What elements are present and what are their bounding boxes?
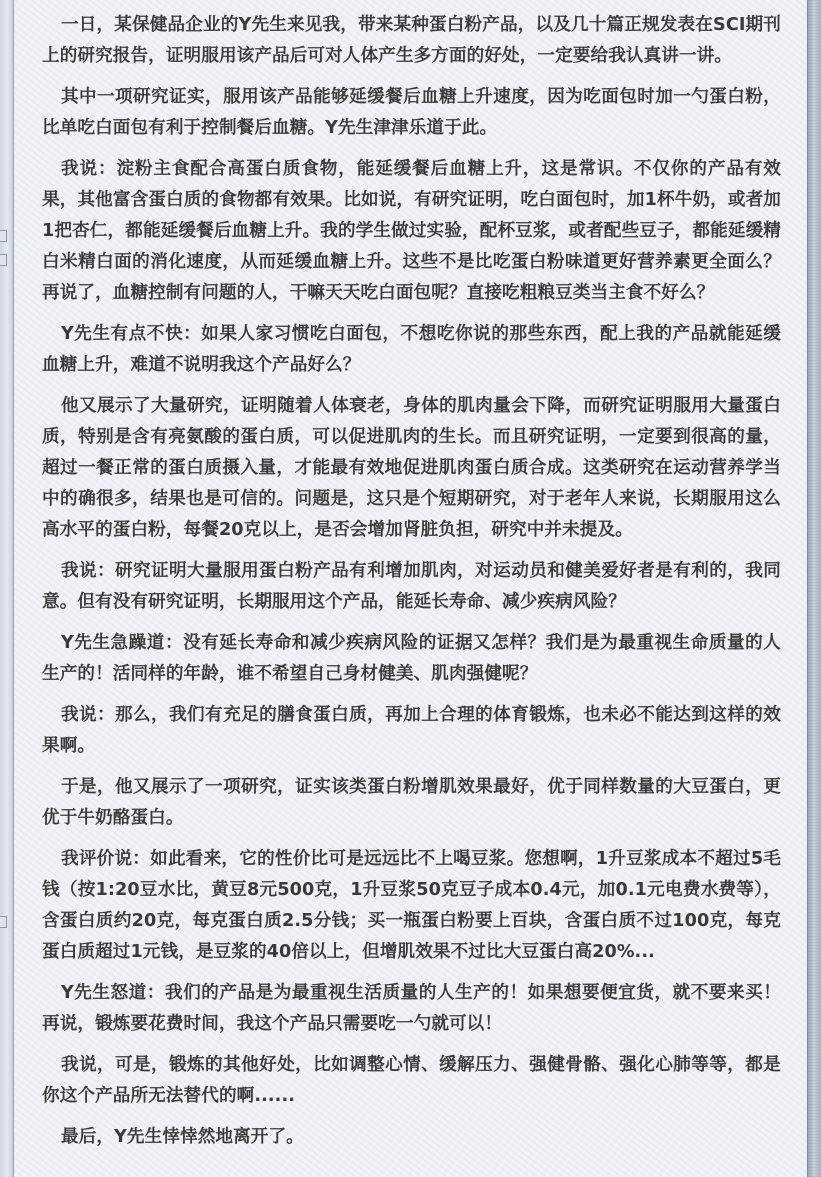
scrollbar-track[interactable] bbox=[807, 0, 821, 1177]
article-content bbox=[14, 0, 807, 1177]
left-edge-notch bbox=[0, 254, 7, 266]
paragraph: 我说，可是，锻炼的其他好处，比如调整心情、缓解压力、强健骨骼、强化心肺等等，都是你这个产品所无法替代的啊...... bbox=[42, 1055, 781, 1106]
left-window-edge bbox=[0, 0, 14, 1177]
paragraph: 我说：淀粉主食配合高蛋白质食物，能延缓餐后血糖上升，这是常识。不仅你的产品有效果，其他富含蛋白质的食物都有效果。比如说，有研究证明，吃白面包时，加1杯牛奶，或者加1把杏仁，都能延缓餐后血糖上升。我的学生做过实验，配杯豆浆，或者配些豆子，都能延缓精白米精白面的消化速度，从而延缓血糖上升。这些不是比吃蛋白粉味道更好营养素更全面么？再说了，血糖控制有问题的人，干嘛天天吃白面包呢？直接吃粗粮豆类当主食不好么？ bbox=[42, 159, 781, 303]
paragraph: Y先生怒道：我们的产品是为最重视生活质量的人生产的！如果想要便宜货，就不要来买！再说，锻炼要花费时间，我这个产品只需要吃一勺就可以！ bbox=[42, 983, 781, 1034]
paragraph: 我说：那么，我们有充足的膳食蛋白质，再加上合理的体育锻炼，也未必不能达到这样的效果啊。 bbox=[42, 705, 781, 756]
paragraph: 我评价说：如此看来，它的性价比可是远远比不上喝豆浆。您想啊，1升豆浆成本不超过5毛钱（按1:20豆水比，黄豆8元500克，1升豆浆50克豆子成本0.4元，加0.1元电费水费等），含蛋白质约20克，每克蛋白质2.5分钱；买一瓶蛋白粉要上百块，含蛋白质不过100克，每克蛋白质超过1元钱，是豆浆的40倍以上，但增肌效果不过比大豆蛋白高20%... bbox=[42, 849, 781, 962]
paragraph: Y先生急躁道：没有延长寿命和减少疾病风险的证据又怎样？我们是为最重视生命质量的人生产的！活同样的年龄，谁不希望自己身材健美、肌肉强健呢？ bbox=[42, 633, 781, 684]
paragraph: 一日，某保健品企业的Y先生来见我，带来某种蛋白粉产品，以及几十篇正规发表在SCI期刊上的研究报告，证明服用该产品后可对人体产生多方面的好处，一定要给我认真讲一讲。 bbox=[42, 15, 781, 66]
left-edge-notch bbox=[0, 916, 7, 928]
left-edge-notch bbox=[0, 230, 7, 242]
paragraph: 最后，Y先生悻悻然地离开了。 bbox=[61, 1127, 304, 1147]
paragraph: 其中一项研究证实，服用该产品能够延缓餐后血糖上升速度，因为吃面包时加一勺蛋白粉，比单吃白面包有利于控制餐后血糖。Y先生津津乐道于此。 bbox=[42, 87, 781, 138]
paragraph: 他又展示了大量研究，证明随着人体衰老，身体的肌肉量会下降，而研究证明服用大量蛋白质，特别是含有亮氨酸的蛋白质，可以促进肌肉的生长。而且研究证明，一定要到很高的量，超过一餐正常的蛋白质摄入量，才能最有效地促进肌肉蛋白质合成。这类研究在运动营养学当中的确很多，结果也是可信的。问题是，这只是个短期研究，对于老年人来说，长期服用这么高水平的蛋白粉，每餐20克以上，是否会增加肾脏负担，研究中并未提及。 bbox=[42, 396, 781, 540]
paragraph: 于是，他又展示了一项研究，证实该类蛋白粉增肌效果最好，优于同样数量的大豆蛋白，更优于牛奶酪蛋白。 bbox=[42, 777, 781, 828]
paragraph: Y先生有点不快：如果人家习惯吃白面包，不想吃你说的那些东西，配上我的产品就能延缓血糖上升，难道不说明我这个产品好么？ bbox=[42, 324, 781, 375]
paragraph: 我说：研究证明大量服用蛋白粉产品有利增加肌肉，对运动员和健美爱好者是有利的，我同意。但有没有研究证明，长期服用这个产品，能延长寿命、减少疾病风险？ bbox=[42, 561, 781, 612]
